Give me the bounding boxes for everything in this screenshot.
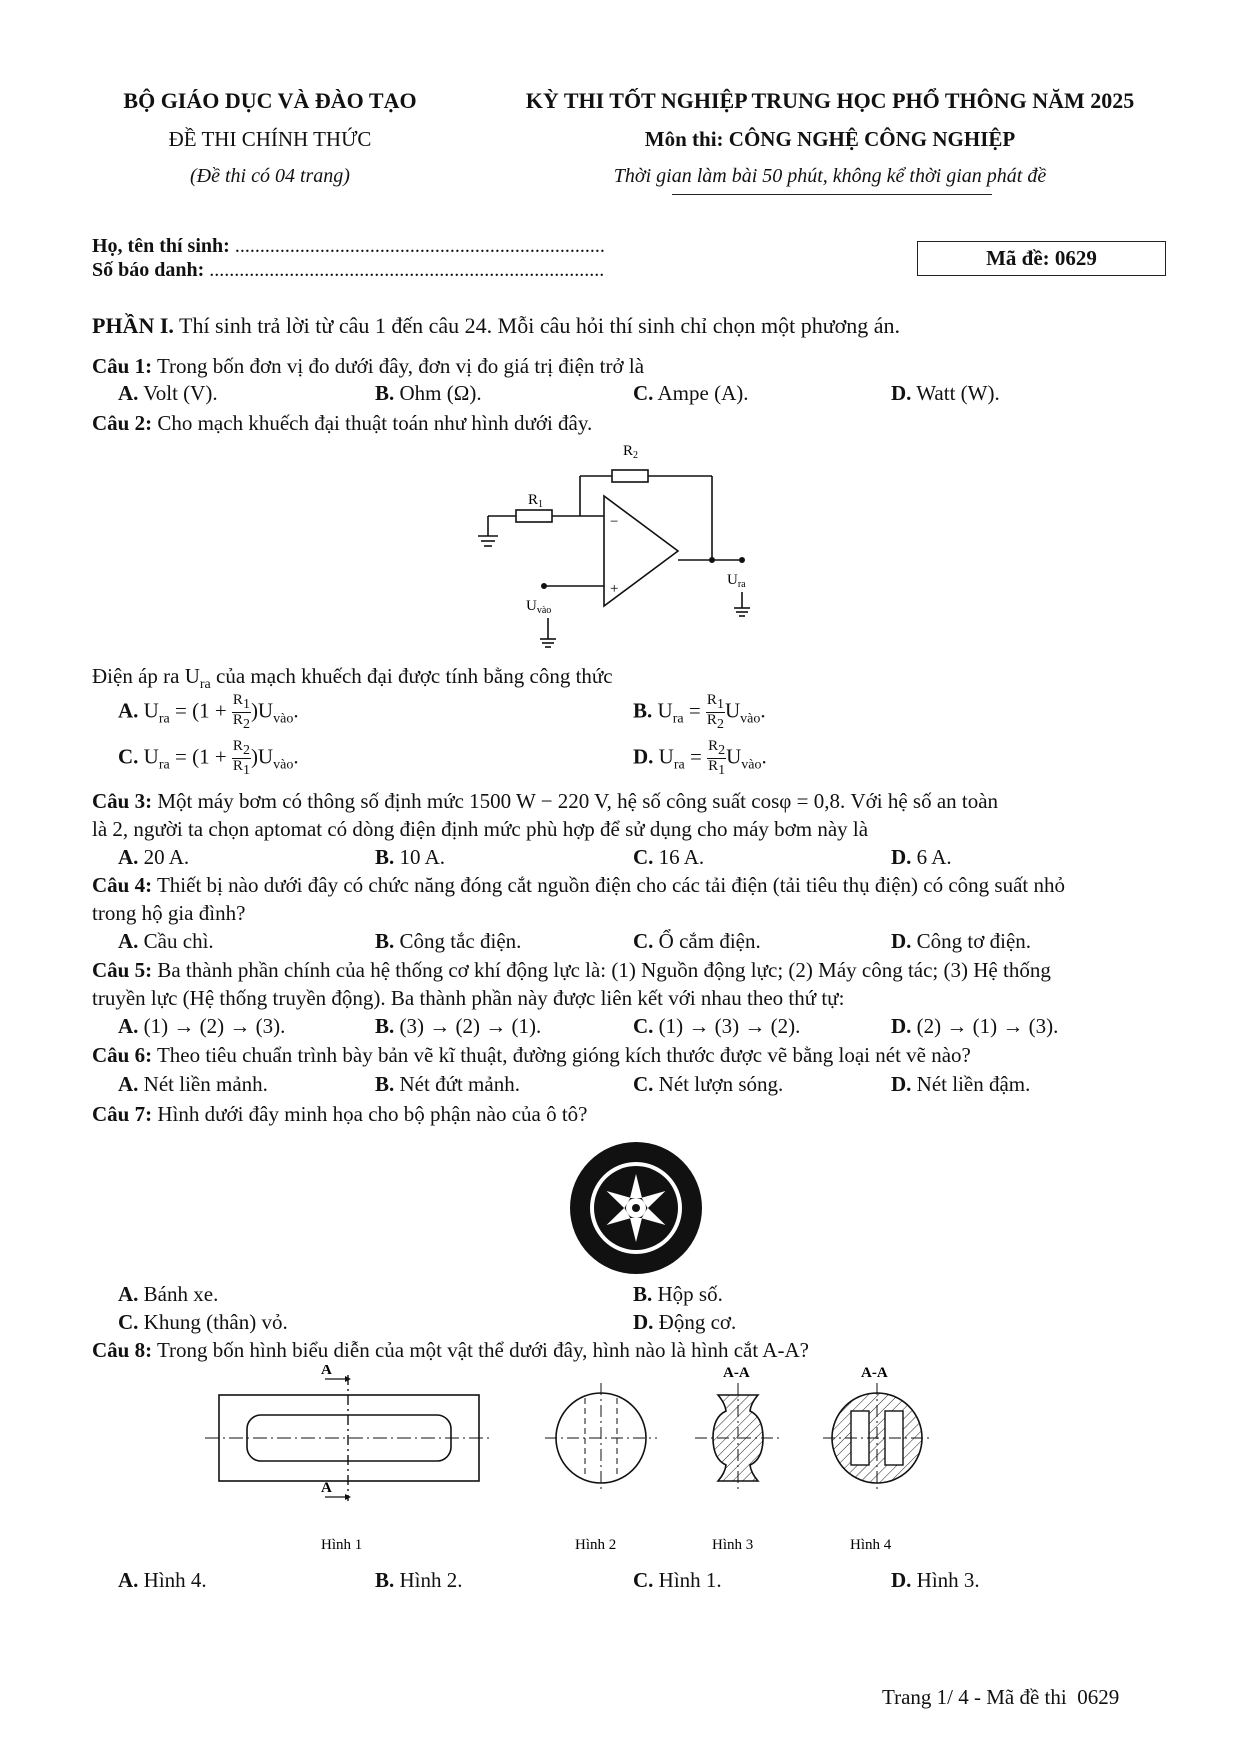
q3-option-c[interactable]: C. 16 A. <box>633 845 705 869</box>
question-2-stem: Điện áp ra $U_{ra}$ của mạch khuếch đại được tính bằng công thức <box>92 664 613 693</box>
r1-label: $R_1$ <box>528 492 544 510</box>
question-2-text: Cho mạch khuếch đại thuật toán như hình dưới đây. <box>157 411 593 435</box>
q6-option-a[interactable]: A. Nét liền mảnh. <box>118 1072 268 1096</box>
r2-resistor <box>612 470 648 482</box>
q8-option-c[interactable]: C. Hình 1. <box>633 1568 722 1592</box>
q5-option-d[interactable]: D. (2) → (1) → (3). <box>891 1014 1059 1038</box>
time-note: Thời gian làm bài 50 phút, không kể thời gian phát đề <box>613 165 1047 187</box>
question-1-label: Câu 1: <box>92 354 153 378</box>
q7-option-a[interactable]: A. Bánh xe. <box>118 1282 219 1306</box>
candidate-name-dots: .......................................................................... <box>234 235 605 257</box>
question-7-label: Câu 7: <box>92 1102 153 1126</box>
section-title-figure-4: A-A <box>861 1365 888 1381</box>
question-4-label: Câu 4: <box>92 873 153 897</box>
exam-type: ĐỀ THI CHÍNH THỨC <box>168 127 372 151</box>
q1-option-d[interactable]: D. Watt (W). <box>891 381 1000 405</box>
subject-label: Môn thi: <box>644 127 724 151</box>
figure-1-view <box>205 1365 493 1553</box>
section-arrow-label-top: A <box>321 1365 332 1378</box>
fraction: $\frac{R_2}{R_1}$ <box>232 738 250 778</box>
q8-option-b[interactable]: B. Hình 2. <box>375 1568 463 1592</box>
caption-figure-1: Hình 1 <box>321 1537 363 1553</box>
opamp-minus-sign: − <box>610 514 619 530</box>
question-8-text: Trong bốn hình biểu diễn của một vật thể dưới đây, hình nào là hình cắt A-A? <box>156 1338 809 1362</box>
candidate-name-line <box>92 235 605 258</box>
q6-option-c[interactable]: C. Nét lượn sóng. <box>633 1072 784 1096</box>
question-6-text: Theo tiêu chuẩn trình bày bản vẽ kĩ thuật, đường gióng kích thước được vẽ bằng loại nét vẽ nào? <box>156 1043 971 1067</box>
question-5-label: Câu 5: <box>92 958 153 982</box>
question-4 <box>92 873 1065 898</box>
figure-3-view <box>695 1365 781 1553</box>
candidate-id-label: Số báo danh: <box>92 259 205 281</box>
opamp-plus-sign: + <box>610 581 619 597</box>
q7-option-d[interactable]: D. Động cơ. <box>633 1310 737 1334</box>
q6-option-b[interactable]: B. Nét đứt mảnh. <box>375 1072 520 1096</box>
question-6 <box>92 1043 971 1068</box>
ministry-name: BỘ GIÁO DỤC VÀ ĐÀO TẠO <box>123 88 417 113</box>
question-4-text: Thiết bị nào dưới đây có chức năng đóng cắt nguồn điện cho các tải điện (tải tiêu thụ điện) có công suất nhỏ <box>156 873 1065 897</box>
question-4-text-cont: trong hộ gia đình? <box>92 901 246 925</box>
q2-option-b[interactable]: B. $U_{ra}$ = $\frac{R_1}{R_2}$ $U_{vào}$. <box>633 692 766 732</box>
fraction: $\frac{R_2}{R_1}$ <box>708 738 726 778</box>
q3-option-d[interactable]: D. 6 A. <box>891 845 952 869</box>
fraction: $\frac{R_1}{R_2}$ <box>232 692 250 732</box>
section-title-figure-3: A-A <box>723 1365 750 1381</box>
uin-label: $U_{vào}$ <box>526 598 552 616</box>
question-7-text: Hình dưới đây minh họa cho bộ phận nào của ô tô? <box>157 1102 588 1126</box>
caption-figure-4: Hình 4 <box>850 1537 892 1553</box>
candidate-id-line <box>92 259 604 282</box>
time-note-underline <box>672 194 992 195</box>
opamp-circuit-figure <box>470 436 770 651</box>
question-3 <box>92 789 998 814</box>
uout-label: $U_{ra}$ <box>727 572 746 590</box>
question-5-text: Ba thành phần chính của hệ thống cơ khí động lực là: (1) Nguồn động lực; (2) Máy công tác; (3) Hệ thống <box>157 958 1051 982</box>
fraction: $\frac{R_1}{R_2}$ <box>706 692 724 732</box>
figure-4-view <box>823 1365 933 1553</box>
q5-option-b[interactable]: B. (3) → (2) → (1). <box>375 1014 542 1038</box>
question-2-label: Câu 2: <box>92 411 153 435</box>
question-1-text: Trong bốn đơn vị đo dưới đây, đơn vị đo giá trị điện trở là <box>156 354 645 378</box>
q4-option-c[interactable]: C. Ổ cắm điện. <box>633 929 761 953</box>
q5-option-a[interactable]: A. (1) → (2) → (3). <box>118 1014 286 1038</box>
q1-option-b[interactable]: B. Ohm (Ω). <box>375 381 482 405</box>
question-5-text-cont: truyền lực (Hệ thống truyền động). Ba thành phần này được liên kết với nhau theo thứ tự: <box>92 986 845 1010</box>
subject-line <box>495 127 1165 152</box>
section-drawings-figure <box>195 1365 1055 1557</box>
question-5 <box>92 958 1051 983</box>
part1-label: PHẦN I. <box>92 313 174 338</box>
q8-option-a[interactable]: A. Hình 4. <box>118 1568 207 1592</box>
q4-option-b[interactable]: B. Công tắc điện. <box>375 929 522 953</box>
candidate-id-dots: ............................................................................... <box>209 259 605 281</box>
r1-resistor <box>516 510 552 522</box>
q7-option-c[interactable]: C. Khung (thân) vỏ. <box>118 1310 288 1334</box>
exam-code-box <box>917 241 1166 276</box>
question-2 <box>92 411 592 436</box>
caption-figure-2: Hình 2 <box>575 1537 617 1553</box>
candidate-name-label: Họ, tên thí sinh: <box>92 235 230 257</box>
question-8-label: Câu 8: <box>92 1338 153 1362</box>
exam-code-value: 0629 <box>1054 246 1097 270</box>
part1-instruction: Thí sinh trả lời từ câu 1 đến câu 24. Mỗi câu hỏi thí sinh chỉ chọn một phương án. <box>179 313 901 338</box>
question-3-text: Một máy bơm có thông số định mức 1500 W − 220 V, hệ số công suất cosφ = 0,8. Với hệ số an toàn <box>157 789 999 813</box>
q7-option-b[interactable]: B. Hộp số. <box>633 1282 723 1306</box>
r2-label: $R_2$ <box>623 443 639 461</box>
question-3-label: Câu 3: <box>92 789 153 813</box>
subject-name: CÔNG NGHỆ CÔNG NGHIỆP <box>728 127 1016 151</box>
question-3-text-cont: là 2, người ta chọn aptomat có dòng điện định mức phù hợp để sử dụng cho máy bơm này là <box>92 817 869 841</box>
figure-2-view <box>545 1383 657 1553</box>
exam-code-label: Mã đề: <box>986 246 1050 270</box>
caption-figure-3: Hình 3 <box>712 1537 754 1553</box>
q3-option-b[interactable]: B. 10 A. <box>375 845 446 869</box>
page-count-note: (Đề thi có 04 trang) <box>190 165 350 187</box>
q2-option-d[interactable]: D. $U_{ra}$ = $\frac{R_2}{R_1}$ $U_{vào}$. <box>633 738 767 778</box>
q2-option-c[interactable]: C. $U_{ra} = (1$ + $\frac{R_2}{R_1}$ )$U_{vào}$. <box>118 738 299 778</box>
q4-option-d[interactable]: D. Công tơ điện. <box>891 929 1032 953</box>
exam-title: KỲ THI TỐT NGHIỆP TRUNG HỌC PHỔ THÔNG NĂM 2025 <box>525 88 1135 113</box>
question-8 <box>92 1338 809 1363</box>
question-7 <box>92 1102 588 1127</box>
part1-heading <box>92 313 900 339</box>
question-1 <box>92 354 644 379</box>
q3-option-a[interactable]: A. 20 A. <box>118 845 190 869</box>
q4-option-a[interactable]: A. Cầu chì. <box>118 929 214 953</box>
q5-option-c[interactable]: C. (1) → (3) → (2). <box>633 1014 801 1038</box>
page-footer: Trang 1/ 4 - Mã đề thi 0629 <box>882 1685 1120 1709</box>
q8-option-d[interactable]: D. Hình 3. <box>891 1568 980 1592</box>
q2-option-a[interactable]: A. $U_{ra} = (1$ + $\frac{R_1}{R_2}$ )$U_{vào}$. <box>118 692 299 732</box>
q6-option-d[interactable]: D. Nét liền đậm. <box>891 1072 1031 1096</box>
question-6-label: Câu 6: <box>92 1043 153 1067</box>
q1-option-c[interactable]: C. Ampe (A). <box>633 381 749 405</box>
q1-option-a[interactable]: A. Volt (V). <box>118 381 218 405</box>
section-arrow-label-bottom: A <box>321 1480 332 1496</box>
car-wheel-image <box>568 1140 704 1276</box>
